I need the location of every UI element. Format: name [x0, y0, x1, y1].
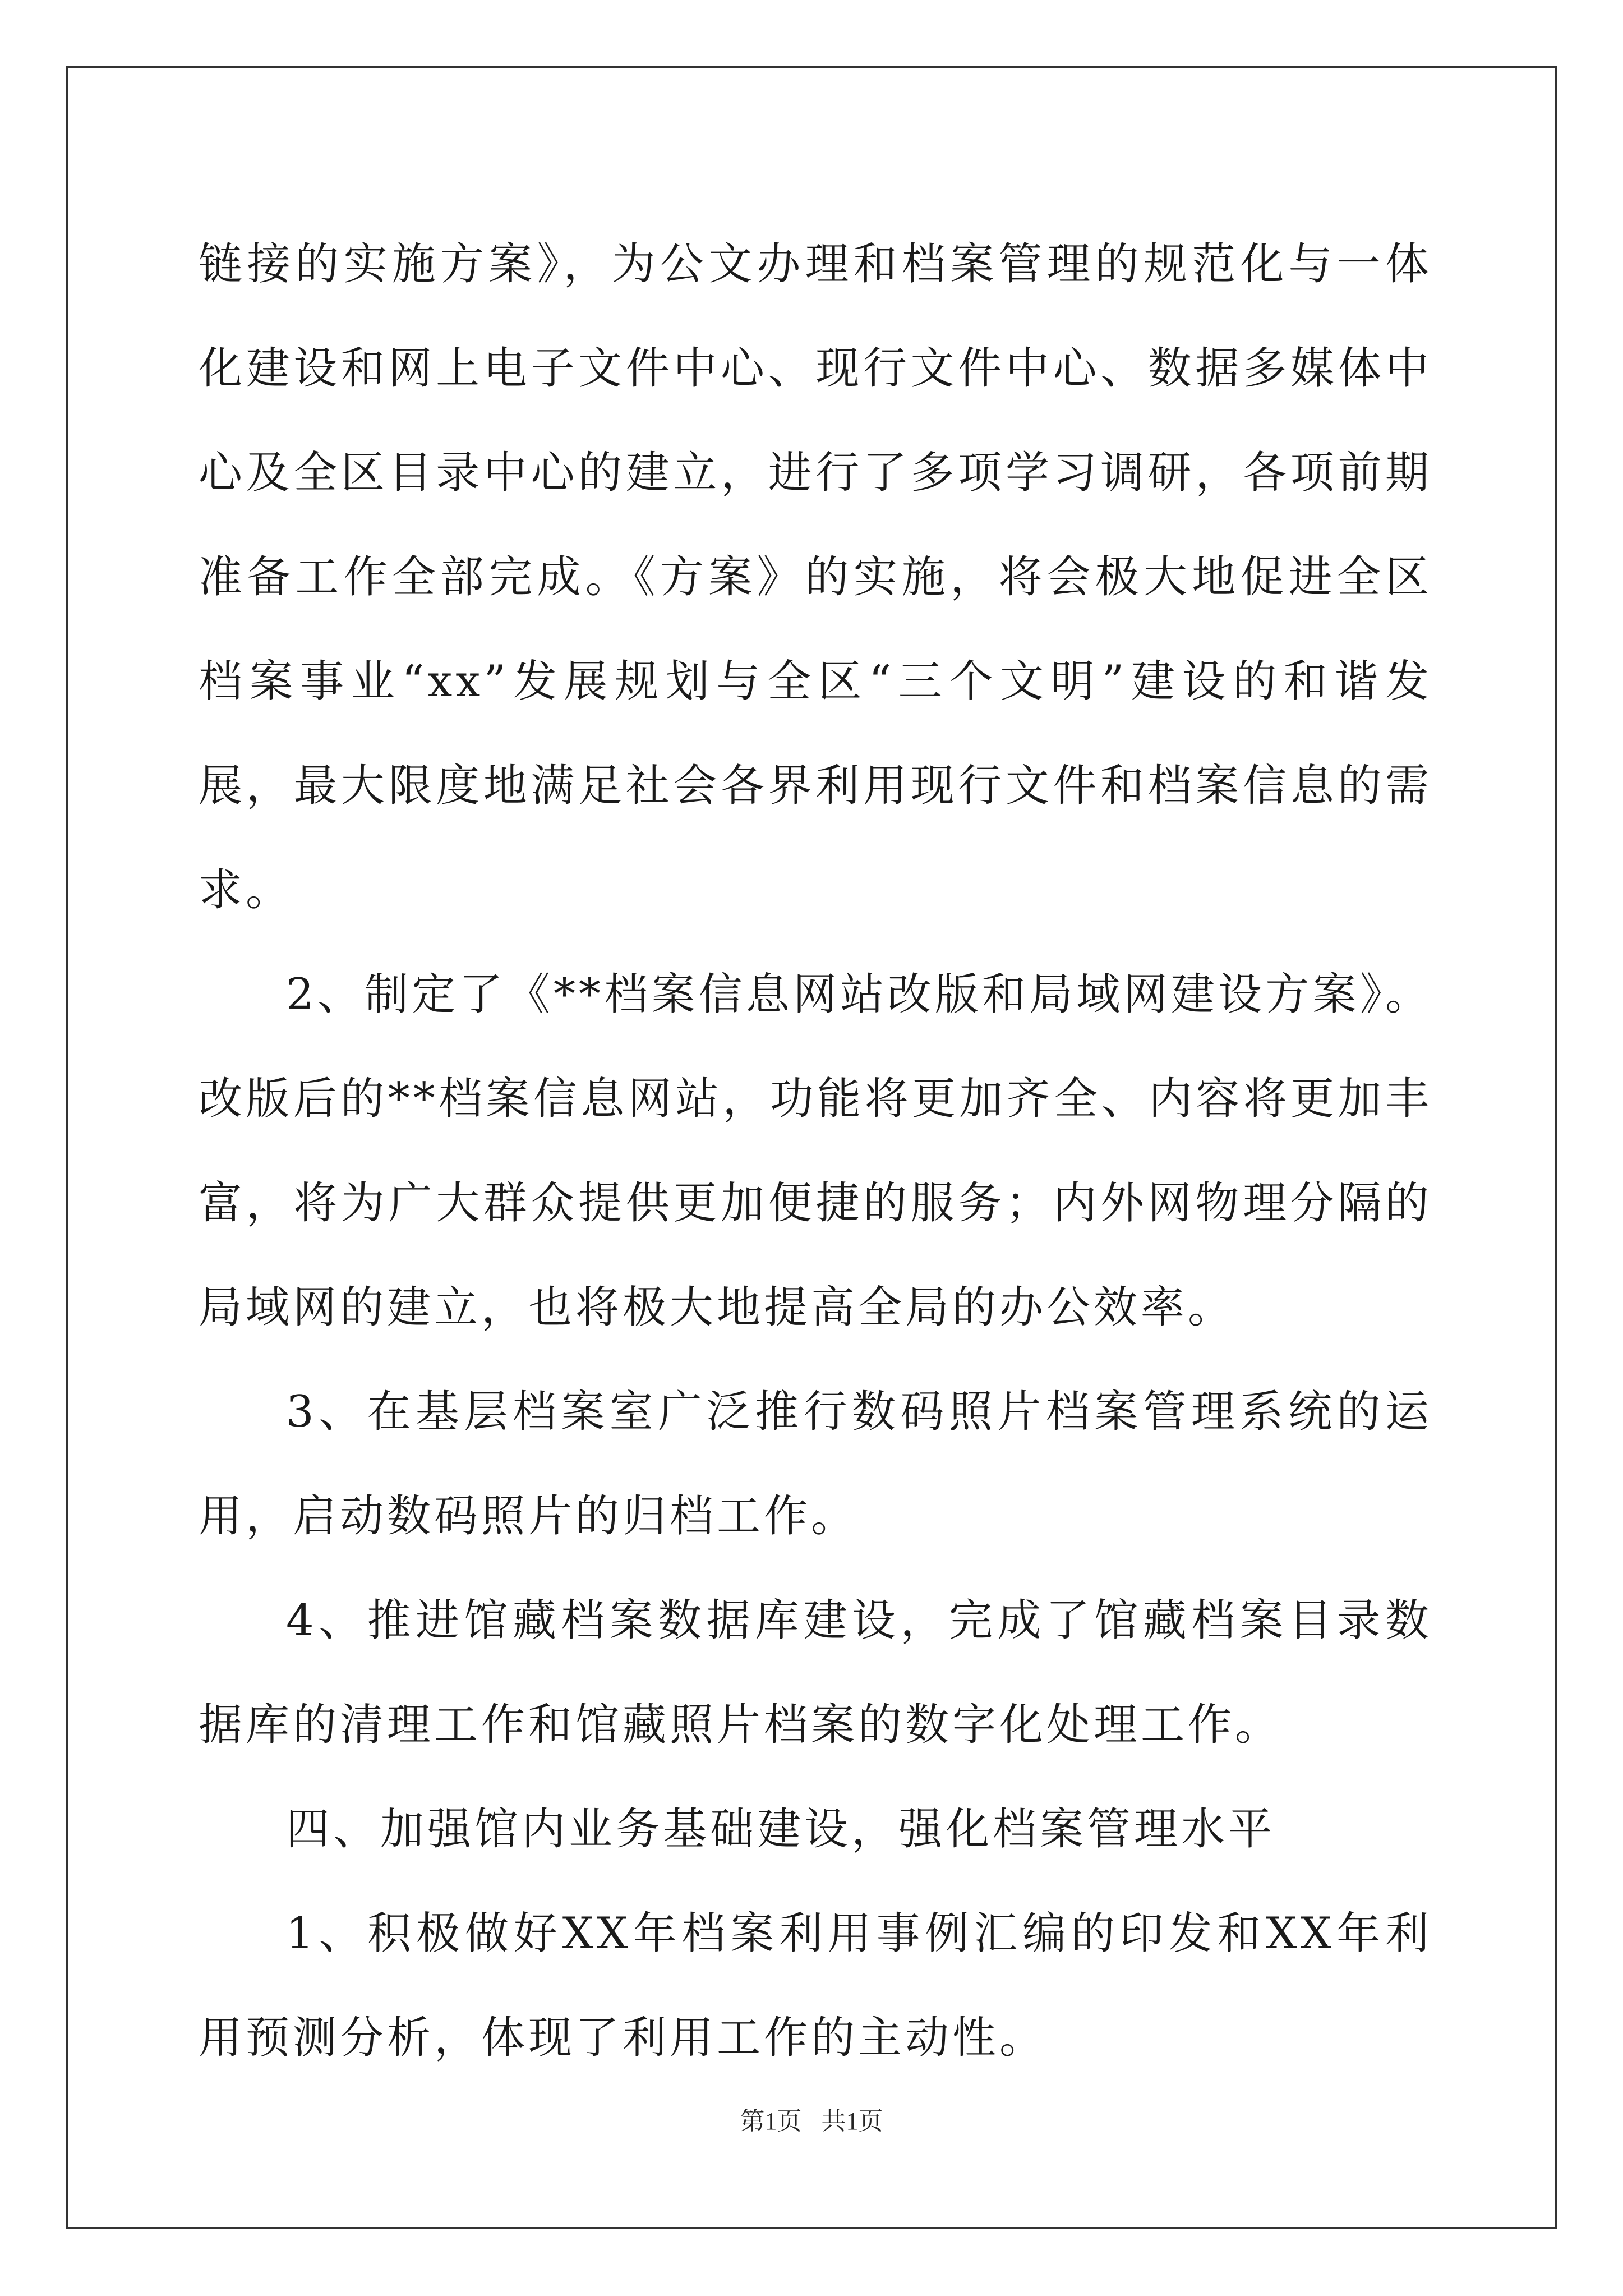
paragraph-item-4: 4、推进馆藏档案数据库建设，完成了馆藏档案目录数据库的清理工作和馆藏照片档案的数字化处理工作。 [199, 1595, 1432, 1750]
paragraph-item-1: 1、积极做好XX年档案利用事例汇编的印发和XX年利用预测分析，体现了利用工作的主动性。 [199, 1908, 1432, 2063]
page-total: 共1页 [821, 2108, 883, 2135]
paragraph-continuation: 链接的实施方案》，为公文办理和档案管理的规范化与一体化建设和网上电子文件中心、现行文件中心、数据多媒体中心及全区目录中心的建立，进行了多项学习调研，各项前期准备工作全部完成。《方案》的实施，将会极大地促进全区档案事业“xx”发展规划与全区“三个文明”建设的和谐发展，最大限度地满足社会各界利用现行文件和档案信息的需求。 [199, 239, 1432, 915]
paragraph-item-3: 3、在基层档案室广泛推行数码照片档案管理系统的运用，启动数码照片的归档工作。 [199, 1387, 1432, 1542]
paragraph-item-2: 2、制定了《**档案信息网站改版和局域网建设方案》。改版后的**档案信息网站，功能将更加齐全、内容将更加丰富，将为广大群众提供更加便捷的服务；内外网物理分隔的局域网的建立，也将极大地提高全局的办公效率。 [199, 969, 1432, 1333]
section-heading: 四、加强馆内业务基础建设，强化档案管理水平 [286, 1804, 1276, 1855]
page-footer [0, 2101, 1623, 2137]
page-number: 第1页 [740, 2108, 802, 2135]
document-body [199, 212, 1432, 2090]
